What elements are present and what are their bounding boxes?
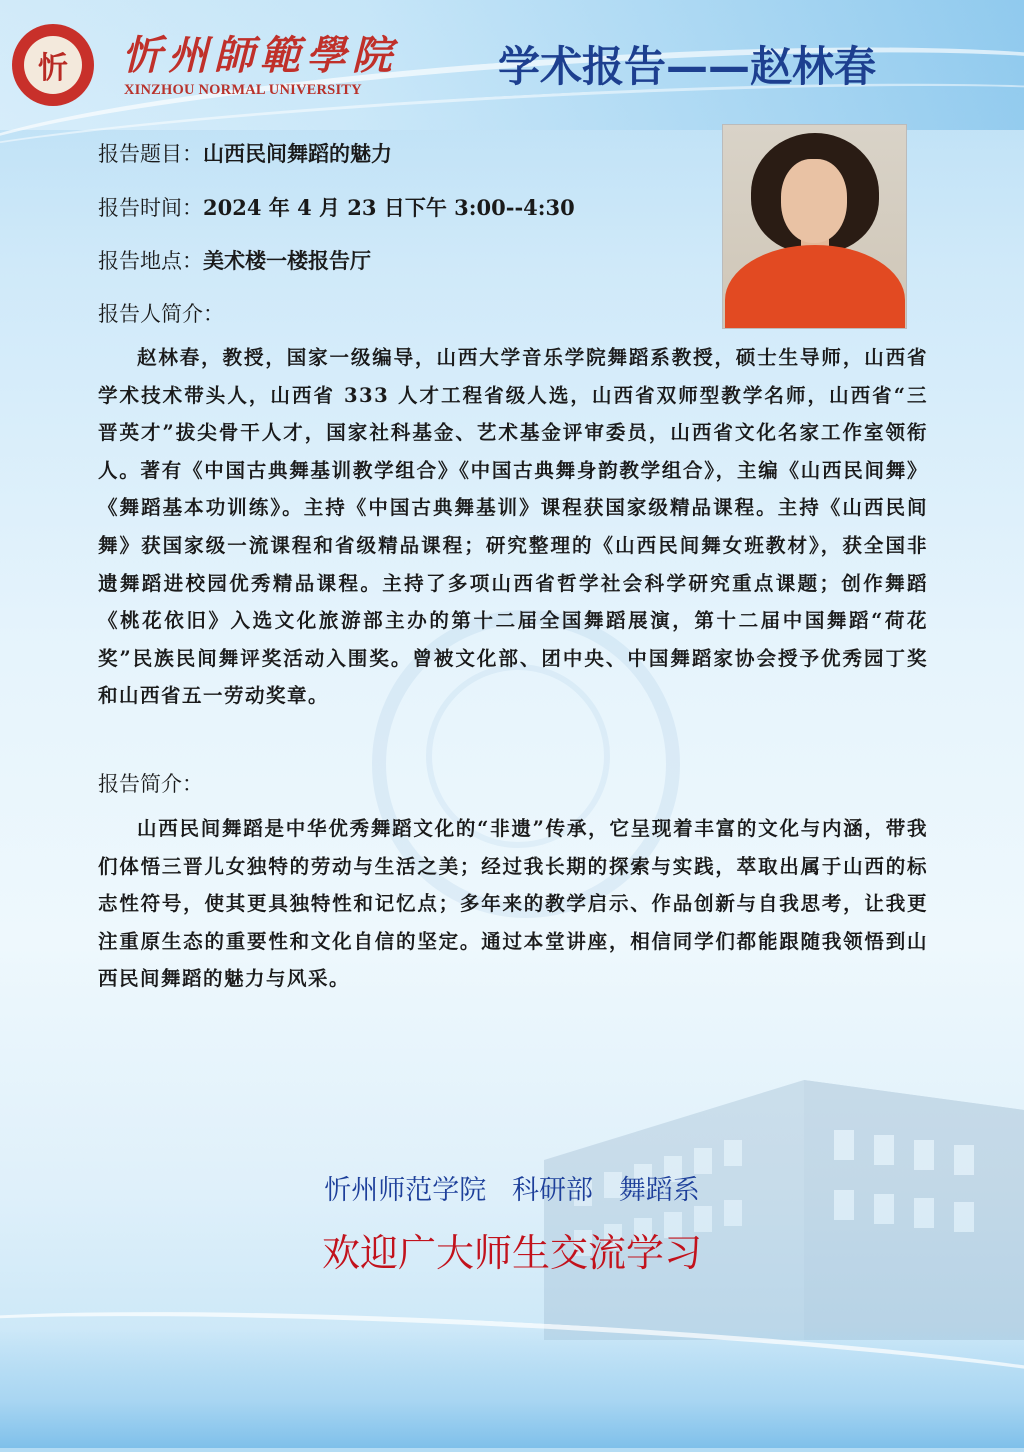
report-place-label: 报告地点： <box>98 249 203 273</box>
university-name-cn: 忻州師範學院 <box>122 32 398 79</box>
report-intro-heading: 报告简介： <box>98 772 203 796</box>
seal-center: 忻 <box>24 36 82 94</box>
report-time-label: 报告时间： <box>98 196 203 220</box>
speaker-photo <box>722 124 907 329</box>
speaker-intro-heading: 报告人简介： <box>98 302 224 326</box>
university-seal-logo <box>12 24 94 106</box>
report-place-value: 美术楼一楼报告厅 <box>203 248 371 273</box>
page-title: 学术报告——赵林春 <box>498 42 877 91</box>
report-time-line <box>98 192 575 222</box>
report-intro-text: 山西民间舞蹈是中华优秀舞蹈文化的“非遗”传承，它呈现着丰富的文化与内涵，带我们体悟三晋儿女独特的劳动与生活之美；经过我长期的探索与实践，萃取出属于山西的标志性符号，使其更具独特性和记忆点；多年来的教学启示、作品创新与自我思考，让我更注重原生态的重要性和文化自信的坚定。通过本堂讲座，相信同学们都能跟随我领悟到山西民间舞蹈的魅力与风采。 <box>98 817 928 991</box>
report-topic-label: 报告题目： <box>98 142 203 166</box>
speaker-intro-text: 赵林春，教授，国家一级编导，山西大学音乐学院舞蹈系教授，硕士生导师，山西省学术技术带头人，山西省 333 人才工程省级人选，山西省双师型教学名师，山西省“三晋英才”拔尖骨干人才，国家社科基金、艺术基金评审委员，山西省文化名家工作室领衔人。著有《中国古典舞基训教学组合》《中国古典舞身韵教学组合》，主编《山西民间舞》《舞蹈基本功训练》。主持《中国古典舞基训》课程获国家级精品课程。主持《山西民间舞》获国家级一流课程和省级精品课程；研究整理的《山西民间舞女班教材》，获全国非遗舞蹈进校园优秀精品课程。主持了多项山西省哲学社会科学研究重点课题；创作舞蹈《桃花依旧》入选文化旅游部主办的第十二届全国舞蹈展演，第十二届中国舞蹈“荷花奖”民族民间舞评奖活动入围奖。曾被文化部、团中央、中国舞蹈家协会授予优秀园丁奖和山西省五一劳动奖章。 <box>98 346 928 708</box>
report-topic-value: 山西民间舞蹈的魅力 <box>203 141 392 166</box>
welcome-banner: 欢迎广大师生交流学习 <box>321 1231 702 1275</box>
report-place-line <box>98 245 371 275</box>
report-topic-line <box>98 138 392 168</box>
report-time-value: 2024 年 4 月 23 日下午 3:00--4:30 <box>203 195 575 220</box>
university-name-en: XINZHOU NORMAL UNIVERSITY <box>124 82 362 98</box>
organizers-line: 忻州师范学院 科研部 舞蹈系 <box>324 1175 700 1206</box>
